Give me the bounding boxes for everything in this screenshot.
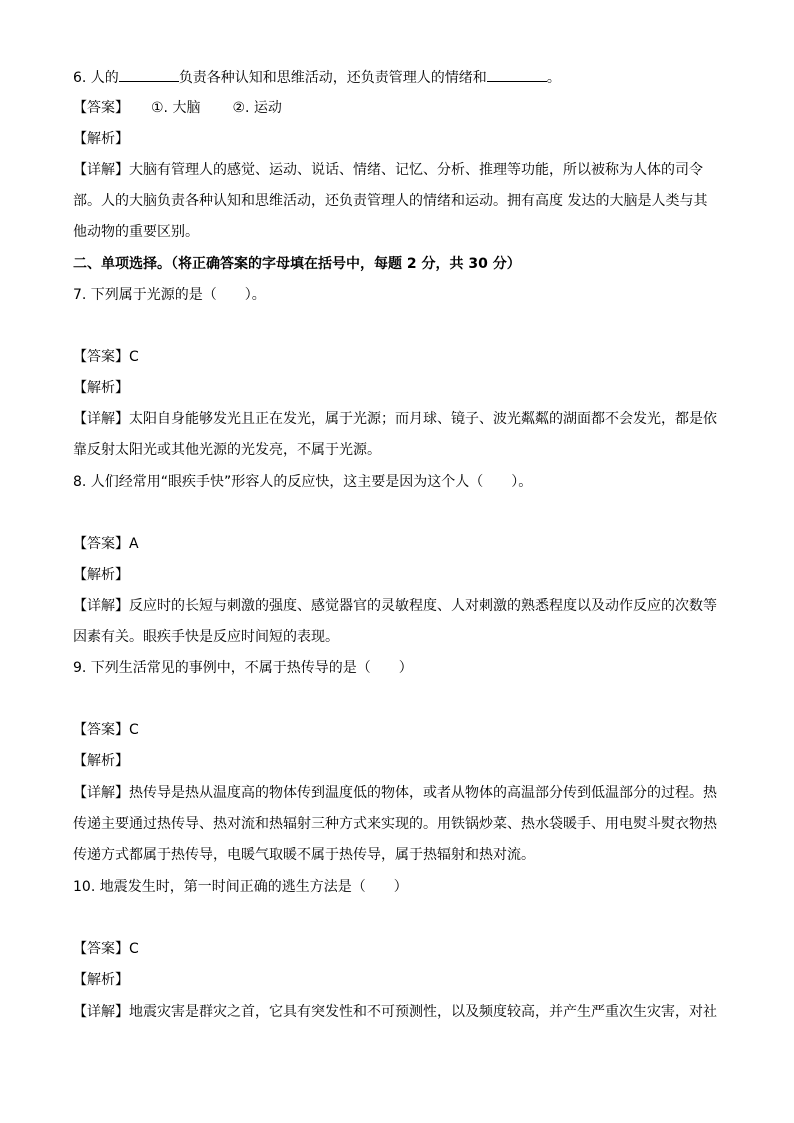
q10-answer: 【答案】C <box>73 941 139 957</box>
q9-analysis-tag: 【解析】 <box>73 753 129 769</box>
q10-detail-line-1: 【详解】地震灾害是群灾之首，它具有突发性和不可预测性，以及频度较高，并产生严重次生灾害，对社 <box>73 1004 717 1020</box>
q8-answer: 【答案】A <box>73 536 139 552</box>
q8-detail-line-2: 因素有关。眼疾手快是反应时间短的表现。 <box>73 629 339 645</box>
q7-detail-line-1: 【详解】太阳自身能够发光且正在发光，属于光源；而月球、镜子、波光粼粼的湖面都不会发光，都是依 <box>73 411 717 427</box>
q8-detail-line-1: 【详解】反应时的长短与刺激的强度、感觉器官的灵敏程度、人对刺激的熟悉程度以及动作反应的次数等 <box>73 598 717 614</box>
q7-analysis-tag: 【解析】 <box>73 380 129 396</box>
q6-answer-tag: 【答案】 <box>73 100 129 116</box>
q6-answer-2: ②. 运动 <box>232 100 282 116</box>
q6-answer-1: ①. 大脑 <box>151 100 201 116</box>
q9-detail-line-3: 传递方式都属于热传导，电暖气取暖不属于热传导，属于热辐射和热对流。 <box>73 847 535 863</box>
q7-stem: 7. 下列属于光源的是（ ）。 <box>73 287 266 303</box>
q8-analysis-tag: 【解析】 <box>73 567 129 583</box>
q6-stem <box>73 68 723 87</box>
q6-detail-line-2: 部。人的大脑负责各种认知和思维活动，还负责管理人的情绪和运动。拥有高度 发达的大脑是人类与其 <box>73 193 708 209</box>
q6-stem-part1: 6. 人的 <box>73 70 119 86</box>
q9-stem: 9. 下列生活常见的事例中，不属于热传导的是（ ） <box>73 660 413 676</box>
q9-detail-line-2: 传递主要通过热传导、热对流和热辐射三种方式来实现的。用铁锅炒菜、热水袋暖手、用电熨斗熨衣物热 <box>73 816 717 832</box>
q10-analysis-tag: 【解析】 <box>73 972 129 988</box>
q9-answer: 【答案】C <box>73 722 139 738</box>
q7-answer: 【答案】C <box>73 349 139 365</box>
section-heading: 二、单项选择。（将正确答案的字母填在括号中，每题 2 分，共 30 分） <box>73 256 521 272</box>
q9-detail-line-1: 【详解】热传导是热从温度高的物体传到温度低的物体，或者从物体的高温部分传到低温部分的过程。热 <box>73 785 717 801</box>
q6-blank-2 <box>487 68 547 82</box>
q6-analysis-tag: 【解析】 <box>73 131 129 147</box>
q10-stem: 10. 地震发生时，第一时间正确的逃生方法是（ ） <box>73 879 408 895</box>
q7-detail-line-2: 靠反射太阳光或其他光源的光发亮，不属于光源。 <box>73 442 381 458</box>
q6-detail-line-3: 他动物的重要区别。 <box>73 224 199 240</box>
q6-stem-part3: 。 <box>546 70 561 86</box>
q6-blank-1 <box>119 68 179 82</box>
q8-stem: 8. 人们经常用“眼疾手快”形容人的反应快，这主要是因为这个人（ ）。 <box>73 474 533 490</box>
q6-answer <box>73 99 723 117</box>
q6-stem-part2: 负责各种认知和思维活动，还负责管理人的情绪和 <box>178 70 487 86</box>
q6-detail-line-1: 【详解】大脑有管理人的感觉、运动、说话、情绪、记忆、分析、推理等功能，所以被称为人体的司令 <box>73 162 703 178</box>
